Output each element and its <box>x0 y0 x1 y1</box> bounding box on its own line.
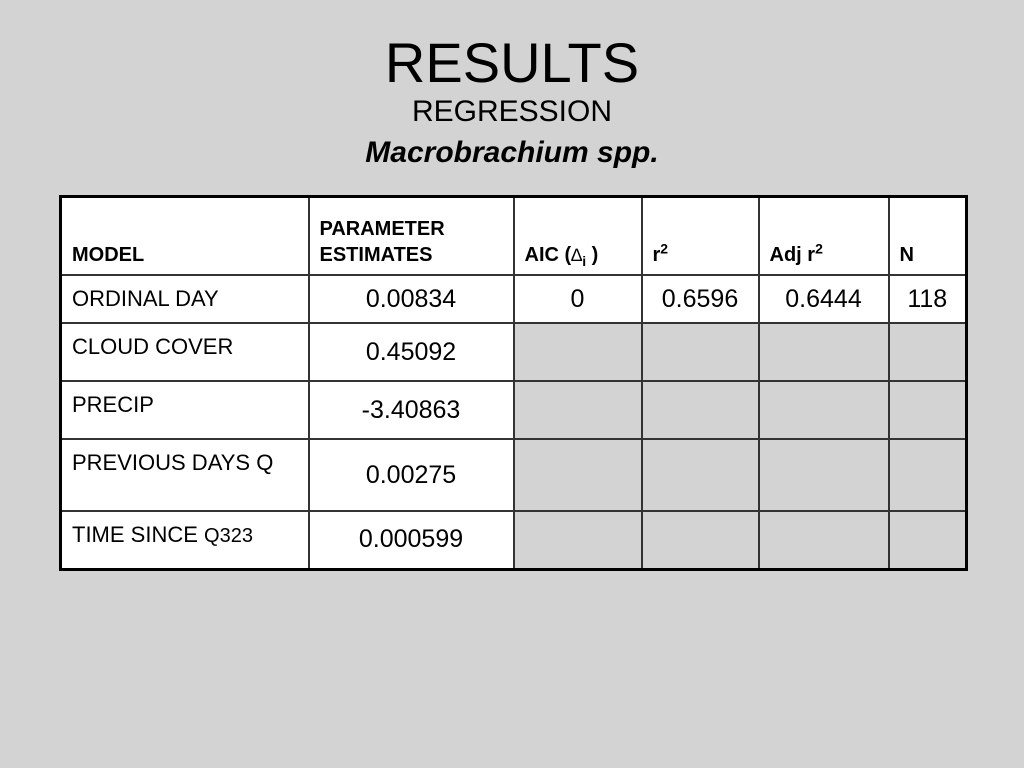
empty-cell <box>889 511 967 569</box>
row-model-suffix: Q323 <box>204 525 253 547</box>
row-estimate: 0.000599 <box>309 511 514 569</box>
row-r2: 0.6596 <box>642 275 759 323</box>
header-r2-base: r <box>652 244 661 266</box>
table-header-row <box>61 197 967 276</box>
row-aic: 0 <box>514 275 642 323</box>
table-row <box>61 439 967 511</box>
table-row <box>61 275 967 323</box>
row-estimate: 0.00275 <box>309 439 514 511</box>
header-r2 <box>642 197 759 276</box>
row-adj-r2: 0.6444 <box>759 275 889 323</box>
empty-cell <box>642 381 759 439</box>
header-n: N <box>889 197 967 276</box>
delta-symbol: ∆ <box>571 245 583 265</box>
header-aic-suffix: ) <box>586 244 599 266</box>
row-model: CLOUD COVER <box>61 323 309 381</box>
empty-cell <box>514 511 642 569</box>
header-r2-sup: 2 <box>660 240 669 257</box>
species-name: Macrobrachium spp. <box>365 136 659 169</box>
header-param-line1: PARAMETER <box>319 218 445 240</box>
row-model-prefix: TIME SINCE <box>72 522 205 547</box>
empty-cell <box>889 323 967 381</box>
row-estimate: 0.45092 <box>309 323 514 381</box>
row-model: ORDINAL DAY <box>61 275 309 323</box>
empty-cell <box>889 381 967 439</box>
header-parameter-estimates <box>309 197 514 276</box>
header-adj-r2 <box>759 197 889 276</box>
header-aic-sub: i <box>582 253 587 269</box>
row-n: 118 <box>889 275 967 323</box>
header-adjr2-base: Adj r <box>769 244 816 266</box>
empty-cell <box>514 381 642 439</box>
empty-cell <box>759 381 889 439</box>
header-model: MODEL <box>61 197 309 276</box>
empty-cell <box>642 439 759 511</box>
header-param-line2: ESTIMATES <box>319 244 433 266</box>
regression-results-table <box>59 195 968 571</box>
empty-cell <box>514 323 642 381</box>
empty-cell <box>514 439 642 511</box>
slide-subtitle: REGRESSION <box>411 95 613 128</box>
slide-title: RESULTS <box>384 31 640 94</box>
row-estimate: 0.00834 <box>309 275 514 323</box>
header-adjr2-sup: 2 <box>815 240 823 257</box>
header-aic-prefix: AIC ( <box>524 244 572 266</box>
empty-cell <box>642 323 759 381</box>
row-model <box>61 511 309 569</box>
table-row <box>61 381 967 439</box>
empty-cell <box>889 439 967 511</box>
empty-cell <box>759 323 889 381</box>
empty-cell <box>759 439 889 511</box>
empty-cell <box>642 511 759 569</box>
table-row <box>61 511 967 569</box>
table-row <box>61 323 967 381</box>
row-estimate: -3.40863 <box>309 381 514 439</box>
row-model: PREVIOUS DAYS Q <box>61 439 309 511</box>
empty-cell <box>759 511 889 569</box>
header-aic <box>514 197 642 276</box>
row-model: PRECIP <box>61 381 309 439</box>
